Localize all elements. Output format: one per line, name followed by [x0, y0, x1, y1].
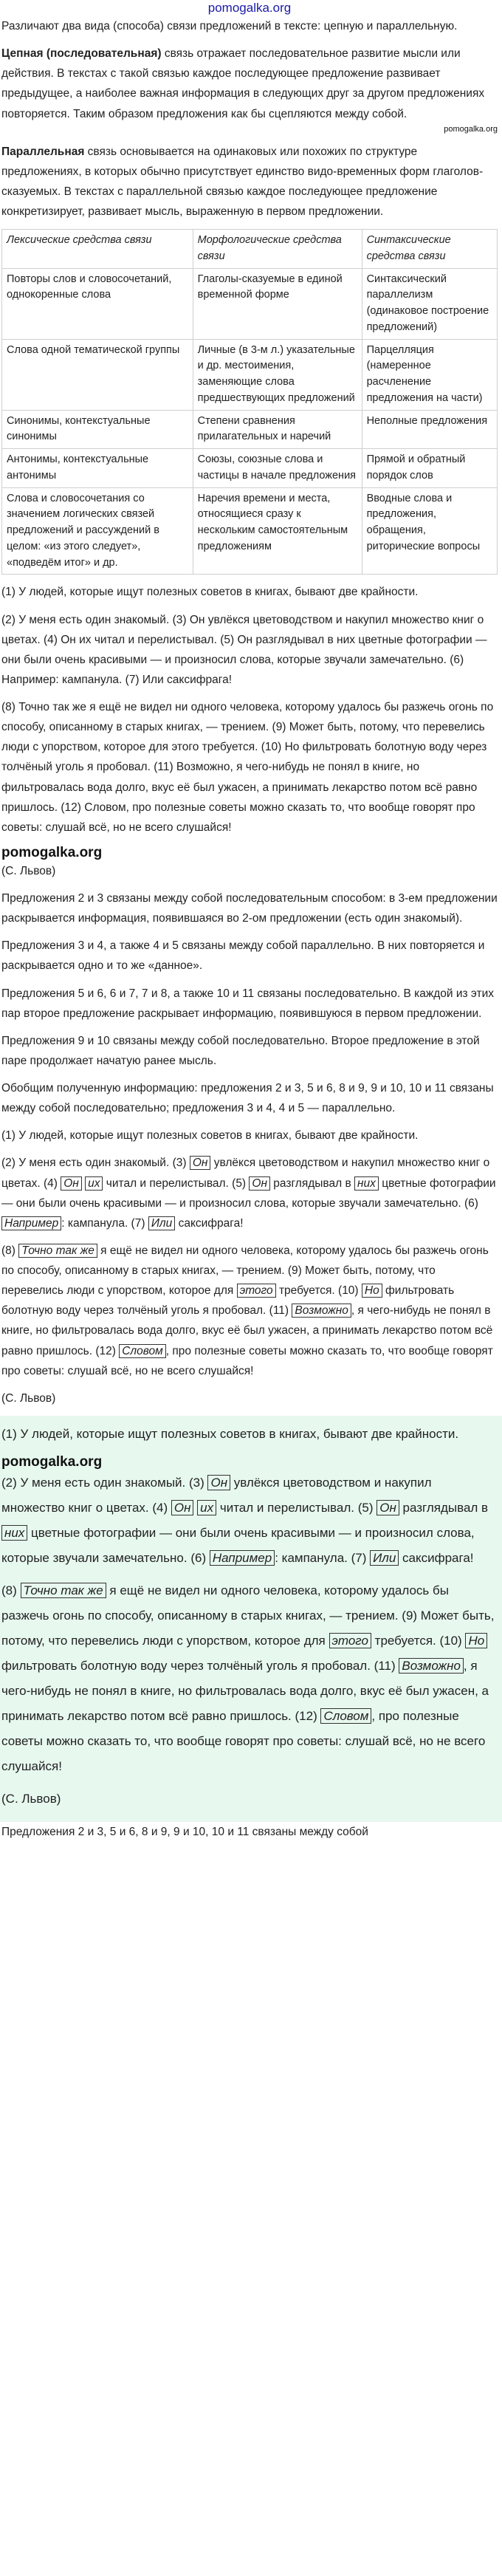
text2-paragraph-3: (8) Точно так же я ещё не видел ни одного человека, которому удалось бы разжечь огонь по способу, описанному в старых книгах, — трением. (9) Может быть, потому, что перевелись люди с упорством, которое для этого требуется. (10) Но фильтровать болотную воду через толчёный уголь я пробовал. (11) Возможно , я чего-нибудь не понял в книге, но фильтровалась вода долго, вкус её был ужасен, а принимать лекарство потом всё равно пришлось. (12) Словом , про полезные советы можно сказать то, что вообще говорят про советы: слушай всё, но не всего слушайся! — [1, 1244, 493, 1377]
boxed-word: Например — [210, 1550, 275, 1566]
table-cell: Неполные предложения — [362, 410, 497, 449]
boxed-word: Или — [148, 1216, 175, 1230]
table-cell: Вводные слова и предложения, обращения, риторические вопросы — [362, 487, 497, 575]
table-row — [2, 339, 498, 410]
watermark: pomogalka.org — [444, 124, 498, 134]
parallel-term: Параллельная — [1, 145, 85, 158]
boxed-word: Он — [376, 1500, 399, 1515]
boxed-word: Точно так же — [21, 1583, 106, 1598]
boxed-word: Словом — [320, 1708, 371, 1724]
table-header-row — [2, 230, 498, 269]
table-cell: Синонимы, контекстуальные синонимы — [2, 410, 193, 449]
table-header: Лексические средства связи — [2, 230, 193, 269]
chain-paragraph — [1, 44, 498, 134]
watermark: pomogalka.org — [1, 844, 103, 860]
table-cell: Слова одной тематической группы — [2, 339, 193, 410]
text1-author: (С. Львов) — [1, 864, 56, 877]
table-cell: Глаголы-сказуемые в единой временной форме — [193, 268, 362, 339]
means-table — [1, 229, 498, 575]
text3-sentence-1: (1) У людей, которые ищут полезных советов в книгах, бывают две крайности. — [1, 1426, 459, 1441]
analysis-paragraph: Предложения 9 и 10 связаны между собой последовательно. Второе предложение в этой паре продолжает начатую ранее мысль. — [1, 1034, 480, 1067]
bottom-paragraph: Предложения 2 и 3, 5 и 6, 8 и 9, 9 и 10, 10 и 11 связаны между собой — [1, 1825, 368, 1838]
boxed-word: Точно так же — [18, 1244, 97, 1258]
watermark: pomogalka.org — [1, 1453, 103, 1470]
table-cell: Слова и словосочетания со значением логических связей предложений и рассуждений в целом: «из этого следует», «подведём итог» и др. — [2, 487, 193, 575]
boxed-word: Возможно — [292, 1304, 351, 1318]
boxed-word: Например — [1, 1216, 61, 1230]
analysis-paragraph: Предложения 5 и 6, 6 и 7, 7 и 8, а также 10 и 11 связаны последовательно. В каждой из этих пар второе предложение раскрывает информацию, появившуюся в первом предложении. — [1, 987, 494, 1020]
boxed-word: Он — [207, 1475, 230, 1490]
text1-paragraph-3: (8) Точно так же я ещё не видел ни одного человека, которому удалось бы разжечь огонь по способу, описанному в старых книгах, — трением. (9) Может быть, потому, что перевелись люди с упорством, которое для этого требуется. (10) Но фильтровать болотную воду через толчёный уголь я пробовал. (11) Возможно, я чего-нибудь не понял в книге, но фильтровалась вода долго, вкус её был ужасен, а принимать лекарство потом всё равно пришлось. (12) Словом, про полезные советы можно сказать то, что вообще говорят про советы: слушай всё, но не всего слушайся! — [1, 701, 494, 834]
analysis-paragraph: Предложения 3 и 4, а также 4 и 5 связаны между собой параллельно. В них повторяется и раскрывается одно и то же «данное». — [1, 939, 485, 973]
boxed-word: этого — [329, 1633, 371, 1648]
table-row — [2, 268, 498, 339]
chain-term: Цепная (последовательная) — [1, 47, 162, 61]
highlighted-text-block — [0, 1416, 502, 1822]
analysis-summary: Обобщим полученную информацию: предложения 2 и 3, 5 и 6, 8 и 9, 9 и 10, 10 и 11 связаны между собой последовательно; предложения 3 и 4, 4 и 5 — параллельно. — [1, 1082, 494, 1115]
table-cell: Наречия времени и места, относящиеся сразу к нескольким самостоятельным предложениям — [193, 487, 362, 575]
table-cell: Личные (в 3-м л.) указательные и др. местоимения, заменяющие слова предшествующих предложений — [193, 339, 362, 410]
table-cell: Парцелляция (намеренное расчленение предложения на части) — [362, 339, 497, 410]
chain-text: связь отражает последовательное развитие мысли или действия. В текстах с такой связью каждое последующее предложение развивает предыдущее, а наиболее важная информация в следующих друг за другом предложениях повторяется. Таким образом предложения как бы сцепляются между собой. — [1, 47, 485, 120]
boxed-word: их — [85, 1176, 103, 1191]
analysis-paragraph: Предложения 2 и 3 связаны между собой последовательным способом: в 3-ем предложении раскрывается информация, появившаяся во 2-ом предложении (есть один знакомый). — [1, 892, 498, 925]
table-header: Морфологические средства связи — [193, 230, 362, 269]
table-cell: Повторы слов и словосочетаний, однокоренные слова — [2, 268, 193, 339]
table-row — [2, 487, 498, 575]
boxed-word: Он — [171, 1500, 194, 1515]
boxed-word: этого — [237, 1284, 276, 1298]
annotated-text — [1, 1126, 498, 1408]
boxed-word: их — [197, 1500, 216, 1515]
text1-sentence-1: (1) У людей, которые ищут полезных советов в книгах, бывают две крайности. — [1, 586, 419, 599]
table-cell: Прямой и обратный порядок слов — [362, 449, 497, 488]
boxed-word: них — [354, 1176, 379, 1191]
text2-sentence-1: (1) У людей, которые ищут полезных советов в книгах, бывают две крайности. — [1, 1129, 419, 1143]
text3-author: (С. Львов) — [1, 1791, 61, 1806]
table-header: Синтаксические средства связи — [362, 230, 497, 269]
boxed-word: Он — [190, 1156, 211, 1170]
boxed-word: Но — [465, 1633, 487, 1648]
table-cell: Степени сравнения прилагательных и наречий — [193, 410, 362, 449]
boxed-word: них — [1, 1525, 27, 1541]
table-row — [2, 410, 498, 449]
parallel-paragraph — [1, 142, 498, 222]
boxed-word: Он — [61, 1176, 82, 1191]
table-cell: Союзы, союзные слова и частицы в начале предложения — [193, 449, 362, 488]
table-row — [2, 449, 498, 488]
text1-paragraph-2: (2) У меня есть один знакомый. (3) Он увлёкся цветоводством и накупил множество книг о цветах. (4) Он их читал и перелистывал. (5) Он разглядывал в них цветные фотографии — они были очень красивыми — и произносил слова, которые звучали замечательно. (6) Например: кампанула. (7) Или саксифрага! — [1, 613, 487, 686]
boxed-word: Но — [362, 1284, 382, 1298]
boxed-word: Словом — [119, 1344, 166, 1358]
site-logo[interactable]: pomogalka.org — [207, 1, 292, 15]
table-cell: Антонимы, контекстуальные антонимы — [2, 449, 193, 488]
text3-paragraph-2: (2) У меня есть один знакомый. (3) Он увлёкся цветоводством и накупил множество книг о цветах. (4) Он их читал и перелистывал. (5) Он разглядывал в них цветные фотографии — они были очень красивыми — и произносил слова, которые звучали замечательно. (6) Например : кампанула. (7) Или саксифрага! — [1, 1475, 489, 1565]
boxed-word: Возможно — [399, 1658, 464, 1674]
text2-author: (С. Львов) — [1, 1391, 56, 1405]
intro-paragraph: Различают два вида (способа) связи предложений в тексте: цепную и параллельную. — [1, 20, 458, 32]
boxed-word: Он — [249, 1176, 270, 1191]
table-cell: Синтаксический параллелизм (одинаковое построение предложений) — [362, 268, 497, 339]
text2-paragraph-2: (2) У меня есть один знакомый. (3) Он увлёкся цветоводством и накупил множество книг о цветах. (4) Он их читал и перелистывал. (5) Он разглядывал в них цветные фотографии — они были очень красивыми — и произносил слова, которые звучали замечательно. (6) Например : кампанула. (7) Или саксифрага! — [1, 1157, 496, 1230]
parallel-text: связь основывается на одинаковых или похожих по структуре предложениях, в которых обычно присутствует единство видо-временных форм глаголов-сказуемых. В текстах с параллельной связью каждое последующее предложение конкретизирует, развивает мысль, выраженную в первом предложении. — [1, 145, 484, 218]
boxed-word: Или — [370, 1550, 399, 1566]
text3-paragraph-3: (8) Точно так же я ещё не видел ни одного человека, которому удалось бы разжечь огонь по способу, описанному в старых книгах, — трением. (9) Может быть, потому, что перевелись люди с упорством, которое для этого требуется. (10) Но фильтровать болотную воду через толчёный уголь я пробовал. (11) Возможно , я чего-нибудь не понял в книге, но фильтровалась вода долго, вкус её был ужасен, а принимать лекарство потом всё равно пришлось. (12) Словом , про полезные советы можно сказать то, что вообще говорят про советы: слушай всё, но не всего слушайся! — [1, 1583, 495, 1773]
